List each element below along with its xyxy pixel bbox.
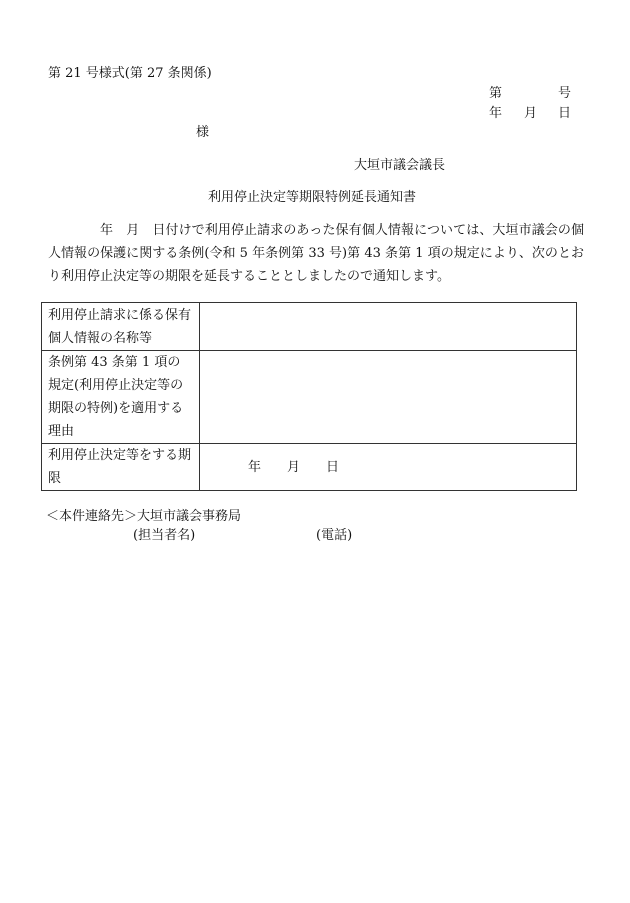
- date-year: 年: [489, 106, 503, 121]
- document-number-suffix: 号: [558, 86, 572, 101]
- date-day: 日: [558, 106, 572, 121]
- table-row: [42, 351, 577, 444]
- table-row: [42, 303, 577, 351]
- table-row: [42, 444, 577, 491]
- row-value: 年 月 日: [200, 444, 577, 491]
- document-number-prefix: 第: [489, 86, 503, 101]
- sender: 大垣市議会議長: [354, 158, 446, 173]
- body-text: 年 月 日付けで利用停止請求のあった保有個人情報については、大垣市議会の個人情報の保護に関する条例(令和 5 年条例第 33 号)第 43 条第 1 項の規定により、次のとおり利用停止決定等の期限を延長することとしましたので通知します。: [48, 223, 584, 284]
- details-table: [41, 302, 577, 491]
- date-month: 月: [524, 106, 538, 121]
- person-in-charge: (担当者名): [133, 528, 196, 543]
- row-label: 利用停止請求に係る保有個人情報の名称等: [42, 303, 200, 351]
- document-title: 利用停止決定等期限特例延長通知書: [208, 190, 417, 205]
- form-number: 第 21 号様式(第 27 条関係): [48, 66, 212, 81]
- row-label: 条例第 43 条第 1 項の規定(利用停止決定等の期限の特例)を適用する理由: [42, 351, 200, 444]
- addressee: 様: [196, 125, 210, 140]
- phone-label: (電話): [316, 528, 353, 543]
- row-label: 利用停止決定等をする期限: [42, 444, 200, 491]
- contact-line: ＜本件連絡先＞大垣市議会事務局: [46, 509, 242, 524]
- row-value: [200, 303, 577, 351]
- row-value: [200, 351, 577, 444]
